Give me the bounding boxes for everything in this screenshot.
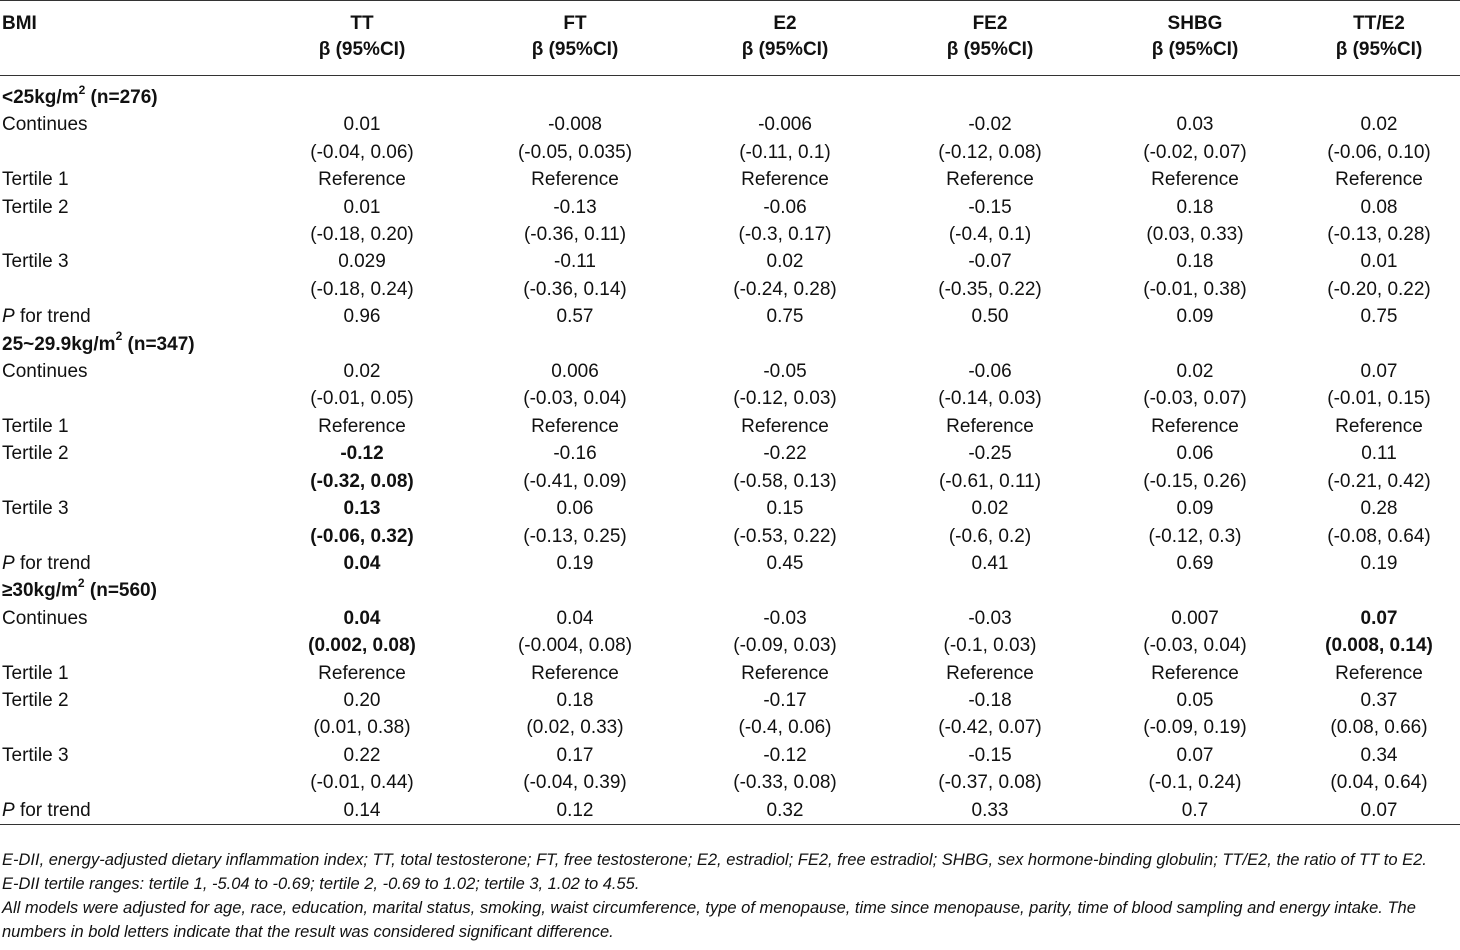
table-row <box>0 550 1460 577</box>
row-label-text: Tertile 3 <box>2 744 69 766</box>
table-row <box>0 714 1460 741</box>
row-label <box>0 303 256 330</box>
table-cell: (-0.1, 0.03) <box>943 635 1037 657</box>
table-cell: 0.01 <box>343 114 381 136</box>
footnotes <box>2 848 1458 944</box>
table-cell: 0.07 <box>1360 361 1398 383</box>
group-title-superscript: 2 <box>115 329 123 344</box>
table-cell: 0.14 <box>256 797 468 825</box>
table-cell: -0.05 <box>763 361 807 383</box>
table-cell: (-0.06, 0.10) <box>1327 141 1431 163</box>
header-tt-e2 <box>1298 1 1460 76</box>
footnote-adjustment: All models were adjusted for age, race, education, marital status, smoking, waist circumference, type of menopause, time since menopause, parity, time of blood sampling and energy intake. The numbers in bold letters indicate that the result was considered significant difference. <box>2 899 1416 941</box>
group-title-count: (n=276) <box>85 87 158 108</box>
header-tt-e2-sub: β (95%CI) <box>1335 39 1423 60</box>
row-label <box>0 523 256 550</box>
table-cell: Reference <box>1335 415 1423 437</box>
table-cell: (-0.004, 0.08) <box>517 635 633 657</box>
table-cell: (-0.13, 0.28) <box>1327 224 1431 246</box>
row-label <box>0 742 256 769</box>
table-cell: 0.12 <box>468 797 682 825</box>
group-title-superscript: 2 <box>77 575 85 590</box>
row-label <box>0 276 256 303</box>
table-cell: 0.04 <box>343 607 381 629</box>
group-title-text: <25kg/m <box>2 87 79 108</box>
table-cell: 0.69 <box>1176 552 1214 574</box>
table-cell: 0.07 <box>1176 744 1214 766</box>
group-title-count: (n=347) <box>122 333 195 355</box>
table-row <box>0 111 1460 138</box>
table-cell: -0.13 <box>553 196 597 218</box>
row-label <box>0 687 256 714</box>
row-label <box>0 440 256 467</box>
table-cell: (0.008, 0.14) <box>1325 635 1433 657</box>
table-cell: 0.33 <box>888 797 1092 825</box>
row-label <box>0 139 256 166</box>
table-cell: (-0.3, 0.17) <box>738 224 832 246</box>
header-tt-e2-name: TT/E2 <box>1353 13 1405 34</box>
row-label-text: Tertile 2 <box>2 443 69 465</box>
row-label-italic: P <box>2 306 15 328</box>
table-cell: (-0.33, 0.08) <box>733 772 837 794</box>
table-cell: 0.28 <box>1360 498 1398 520</box>
table-cell: -0.15 <box>968 196 1012 218</box>
table-cell: -0.02 <box>968 114 1012 136</box>
row-label <box>0 660 256 687</box>
row-label <box>0 248 256 275</box>
table-cell: (-0.11, 0.1) <box>739 141 831 163</box>
table-row <box>0 166 1460 193</box>
header-fe2-sub: β (95%CI) <box>946 39 1034 60</box>
table-cell: (-0.4, 0.1) <box>948 224 1032 246</box>
table-cell: (-0.37, 0.08) <box>938 772 1042 794</box>
table-cell: 0.45 <box>766 552 804 574</box>
row-label-text: Tertile 2 <box>2 196 69 218</box>
table-row <box>0 687 1460 714</box>
group-header-row <box>0 577 1460 604</box>
row-label-text: Tertile 1 <box>2 662 69 684</box>
table-cell: 0.7 <box>1092 797 1298 825</box>
table-cell: (-0.1, 0.24) <box>1148 772 1242 794</box>
table-cell: (-0.03, 0.04) <box>1143 635 1247 657</box>
table-cell: 0.22 <box>343 744 381 766</box>
table-cell: Reference <box>318 169 406 191</box>
table-cell: (-0.20, 0.22) <box>1327 278 1431 300</box>
table-cell: (-0.01, 0.38) <box>1143 278 1247 300</box>
table-cell: (-0.13, 0.25) <box>523 525 627 547</box>
table-cell: 0.75 <box>766 306 804 328</box>
table-cell: 0.18 <box>1176 251 1214 273</box>
table-cell: Reference <box>946 662 1034 684</box>
table-cell: 0.20 <box>343 689 381 711</box>
group-title-superscript: 2 <box>78 82 86 97</box>
table-cell: (-0.05, 0.035) <box>517 141 633 163</box>
table-cell: -0.12 <box>763 744 807 766</box>
table-row <box>0 221 1460 248</box>
table-header <box>0 1 1460 76</box>
header-e2-name: E2 <box>773 13 797 34</box>
table-cell: 0.02 <box>971 498 1009 520</box>
header-fe2-name: FE2 <box>972 13 1008 34</box>
table-cell: (-0.01, 0.15) <box>1327 388 1431 410</box>
header-e2 <box>682 1 888 76</box>
table-cell: 0.34 <box>1360 744 1398 766</box>
table-cell: 0.029 <box>338 251 386 273</box>
table-row <box>0 797 1460 825</box>
row-label <box>0 166 256 193</box>
table-cell: Reference <box>741 415 829 437</box>
group-header-row <box>0 331 1460 358</box>
header-tt-name: TT <box>350 13 374 34</box>
row-label-text: Continues <box>2 114 88 136</box>
table-body <box>0 76 1460 825</box>
row-label-text: Tertile 1 <box>2 415 69 437</box>
header-row <box>0 1 1460 76</box>
table-cell: (-0.32, 0.08) <box>310 470 414 492</box>
table-cell: 0.03 <box>1176 114 1214 136</box>
row-label-text: Tertile 3 <box>2 498 69 520</box>
row-label <box>0 413 256 440</box>
header-bmi: BMI <box>0 1 256 76</box>
header-tt-sub: β (95%CI) <box>318 39 406 60</box>
table-cell: Reference <box>1335 169 1423 191</box>
table-cell: 0.02 <box>1176 361 1214 383</box>
row-label-text: for trend <box>14 552 91 574</box>
table-cell: 0.41 <box>971 552 1009 574</box>
table-cell: (-0.09, 0.19) <box>1143 717 1247 739</box>
table-cell: (-0.41, 0.09) <box>523 470 627 492</box>
row-label-text: Tertile 3 <box>2 251 69 273</box>
table-cell: 0.75 <box>1360 306 1398 328</box>
header-ft <box>468 1 682 76</box>
table-cell: 0.007 <box>1171 607 1219 629</box>
table-cell: 0.006 <box>551 361 599 383</box>
header-ft-name: FT <box>563 13 587 34</box>
table-cell: (-0.36, 0.14) <box>523 278 627 300</box>
table-row <box>0 468 1460 495</box>
table-cell: -0.17 <box>763 689 807 711</box>
table-cell: 0.08 <box>1360 196 1398 218</box>
table-cell: 0.13 <box>343 498 381 520</box>
table-cell: Reference <box>531 662 619 684</box>
table-cell: (-0.14, 0.03) <box>938 388 1042 410</box>
table-cell: 0.19 <box>1360 552 1398 574</box>
table-cell: 0.96 <box>343 306 381 328</box>
header-e2-sub: β (95%CI) <box>741 39 829 60</box>
table-cell: -0.16 <box>553 443 597 465</box>
footnote-abbreviations: E-DII, energy-adjusted dietary inflammation index; TT, total testosterone; FT, free testosterone; E2, estradiol; FE2, free estradiol; SHBG, sex hormone-binding globulin; TT/E2, the ratio of TT to E2. <box>2 851 1427 869</box>
table-cell: (-0.18, 0.20) <box>310 224 414 246</box>
row-label-text: Continues <box>2 361 88 383</box>
header-shbg-sub: β (95%CI) <box>1151 39 1239 60</box>
table-cell: (-0.58, 0.13) <box>733 470 837 492</box>
table-cell: -0.18 <box>968 689 1012 711</box>
table-cell: 0.18 <box>556 689 594 711</box>
table-row <box>0 139 1460 166</box>
table-cell: -0.25 <box>968 443 1012 465</box>
table-cell: 0.09 <box>1176 498 1214 520</box>
row-label <box>0 111 256 138</box>
table-row <box>0 523 1460 550</box>
row-label <box>0 468 256 495</box>
group-title <box>0 577 1460 604</box>
table-cell: (-0.03, 0.07) <box>1143 388 1247 410</box>
table-cell: 0.09 <box>1176 306 1214 328</box>
table-cell: Reference <box>318 662 406 684</box>
table-cell: -0.07 <box>968 251 1012 273</box>
table-row <box>0 276 1460 303</box>
table-cell: 0.05 <box>1176 689 1214 711</box>
table-cell: Reference <box>741 662 829 684</box>
header-shbg-name: SHBG <box>1167 13 1223 34</box>
table-cell: Reference <box>946 415 1034 437</box>
table-cell: Reference <box>946 169 1034 191</box>
table-cell: -0.15 <box>968 744 1012 766</box>
table-row <box>0 660 1460 687</box>
table-cell: Reference <box>1151 662 1239 684</box>
table-row <box>0 440 1460 467</box>
table-row <box>0 194 1460 221</box>
row-label <box>0 797 256 825</box>
table-cell: Reference <box>531 169 619 191</box>
header-ft-sub: β (95%CI) <box>531 39 619 60</box>
row-label <box>0 632 256 659</box>
row-label <box>0 194 256 221</box>
table-cell: 0.02 <box>1360 114 1398 136</box>
table-cell: (0.04, 0.64) <box>1330 772 1428 794</box>
table-cell: 0.32 <box>682 797 888 825</box>
table-cell: 0.02 <box>343 361 381 383</box>
table-cell: (-0.12, 0.3) <box>1148 525 1242 547</box>
row-label <box>0 358 256 385</box>
table-row <box>0 303 1460 330</box>
table-cell: (-0.6, 0.2) <box>948 525 1032 547</box>
row-label-italic: P <box>2 552 15 574</box>
group-title <box>0 76 1460 112</box>
table-cell: (-0.08, 0.64) <box>1327 525 1431 547</box>
table-cell: 0.06 <box>1176 443 1214 465</box>
group-header-row <box>0 76 1460 112</box>
table-cell: 0.02 <box>766 251 804 273</box>
row-label <box>0 221 256 248</box>
table-cell: (-0.06, 0.32) <box>310 525 414 547</box>
table-row <box>0 495 1460 522</box>
table-row <box>0 632 1460 659</box>
table-cell: -0.06 <box>968 361 1012 383</box>
table-cell: 0.57 <box>556 306 594 328</box>
table-cell: 0.06 <box>556 498 594 520</box>
row-label-text: Tertile 2 <box>2 689 69 711</box>
table-cell: Reference <box>1151 169 1239 191</box>
table-cell: (-0.21, 0.42) <box>1327 470 1431 492</box>
table-cell: Reference <box>1151 415 1239 437</box>
row-label <box>0 385 256 412</box>
row-label <box>0 714 256 741</box>
row-label-text: for trend <box>14 306 91 328</box>
row-label <box>0 550 256 577</box>
table-cell: -0.11 <box>554 251 596 273</box>
group-title-count: (n=560) <box>84 580 157 602</box>
table-cell: Reference <box>741 169 829 191</box>
row-label-text: for trend <box>14 799 91 821</box>
table-row <box>0 248 1460 275</box>
table-cell: (-0.35, 0.22) <box>938 278 1042 300</box>
table-cell: (-0.04, 0.39) <box>523 772 627 794</box>
table-cell: (-0.04, 0.06) <box>310 141 414 163</box>
table-cell: 0.07 <box>1360 607 1398 629</box>
table-cell: (-0.53, 0.22) <box>733 525 837 547</box>
table-cell: (-0.24, 0.28) <box>733 278 837 300</box>
table-cell: (-0.03, 0.04) <box>523 388 627 410</box>
table-cell: (-0.01, 0.05) <box>310 388 414 410</box>
table-cell: -0.03 <box>968 607 1012 629</box>
table-cell: Reference <box>318 415 406 437</box>
table-cell: (0.03, 0.33) <box>1146 224 1244 246</box>
table-cell: (-0.09, 0.03) <box>733 635 837 657</box>
table-cell: -0.22 <box>763 443 807 465</box>
table-cell: (0.08, 0.66) <box>1330 717 1428 739</box>
row-label-text: Continues <box>2 607 88 629</box>
table-cell: 0.37 <box>1360 689 1398 711</box>
table-cell: -0.03 <box>763 607 807 629</box>
table-cell: (-0.15, 0.26) <box>1143 470 1247 492</box>
table-cell: -0.12 <box>340 443 384 465</box>
group-title-text: ≥30kg/m <box>2 580 78 602</box>
row-label <box>0 769 256 796</box>
row-label-italic: P <box>2 799 15 821</box>
table-cell: 0.04 <box>556 607 594 629</box>
header-fe2 <box>888 1 1092 76</box>
table-cell: 0.07 <box>1298 797 1460 825</box>
table-cell: Reference <box>1335 662 1423 684</box>
table-cell: 0.15 <box>766 498 804 520</box>
table-row <box>0 742 1460 769</box>
table-row <box>0 413 1460 440</box>
table-cell: (-0.36, 0.11) <box>523 224 627 246</box>
group-title-text: 25~29.9kg/m <box>2 333 116 355</box>
table-cell: (-0.12, 0.08) <box>938 141 1042 163</box>
table-cell: 0.01 <box>1360 251 1398 273</box>
table-cell: 0.11 <box>1361 443 1397 465</box>
row-label <box>0 605 256 632</box>
table-cell: (-0.18, 0.24) <box>310 278 414 300</box>
row-label-text: Tertile 1 <box>2 169 69 191</box>
footnote-tertile-ranges: E-DII tertile ranges: tertile 1, -5.04 to -0.69; tertile 2, -0.69 to 1.02; tertile 3, 1.02 to 4.55. <box>2 875 640 893</box>
table-cell: (-0.4, 0.06) <box>738 717 832 739</box>
table-cell: 0.19 <box>556 552 594 574</box>
table-cell: (-0.61, 0.11) <box>938 470 1042 492</box>
table-cell: (-0.02, 0.07) <box>1143 141 1247 163</box>
group-title <box>0 331 1460 358</box>
table-cell: (0.002, 0.08) <box>308 635 416 657</box>
table-row <box>0 385 1460 412</box>
row-label <box>0 495 256 522</box>
table-cell: (0.02, 0.33) <box>526 717 624 739</box>
header-shbg <box>1092 1 1298 76</box>
table-cell: (-0.01, 0.44) <box>310 772 414 794</box>
table-cell: 0.18 <box>1176 196 1214 218</box>
table-cell: 0.17 <box>556 744 594 766</box>
header-tt <box>256 1 468 76</box>
table-cell: 0.04 <box>343 552 381 574</box>
table-cell: 0.50 <box>971 306 1009 328</box>
table-cell: (-0.42, 0.07) <box>938 717 1042 739</box>
table-cell: 0.01 <box>343 196 381 218</box>
table-row <box>0 358 1460 385</box>
table-row <box>0 769 1460 796</box>
table-cell: -0.008 <box>548 114 602 136</box>
table-cell: (-0.12, 0.03) <box>733 388 837 410</box>
table-cell: (0.01, 0.38) <box>313 717 411 739</box>
table-cell: -0.06 <box>763 196 807 218</box>
table-row <box>0 605 1460 632</box>
table-cell: Reference <box>531 415 619 437</box>
table-cell: -0.006 <box>758 114 812 136</box>
